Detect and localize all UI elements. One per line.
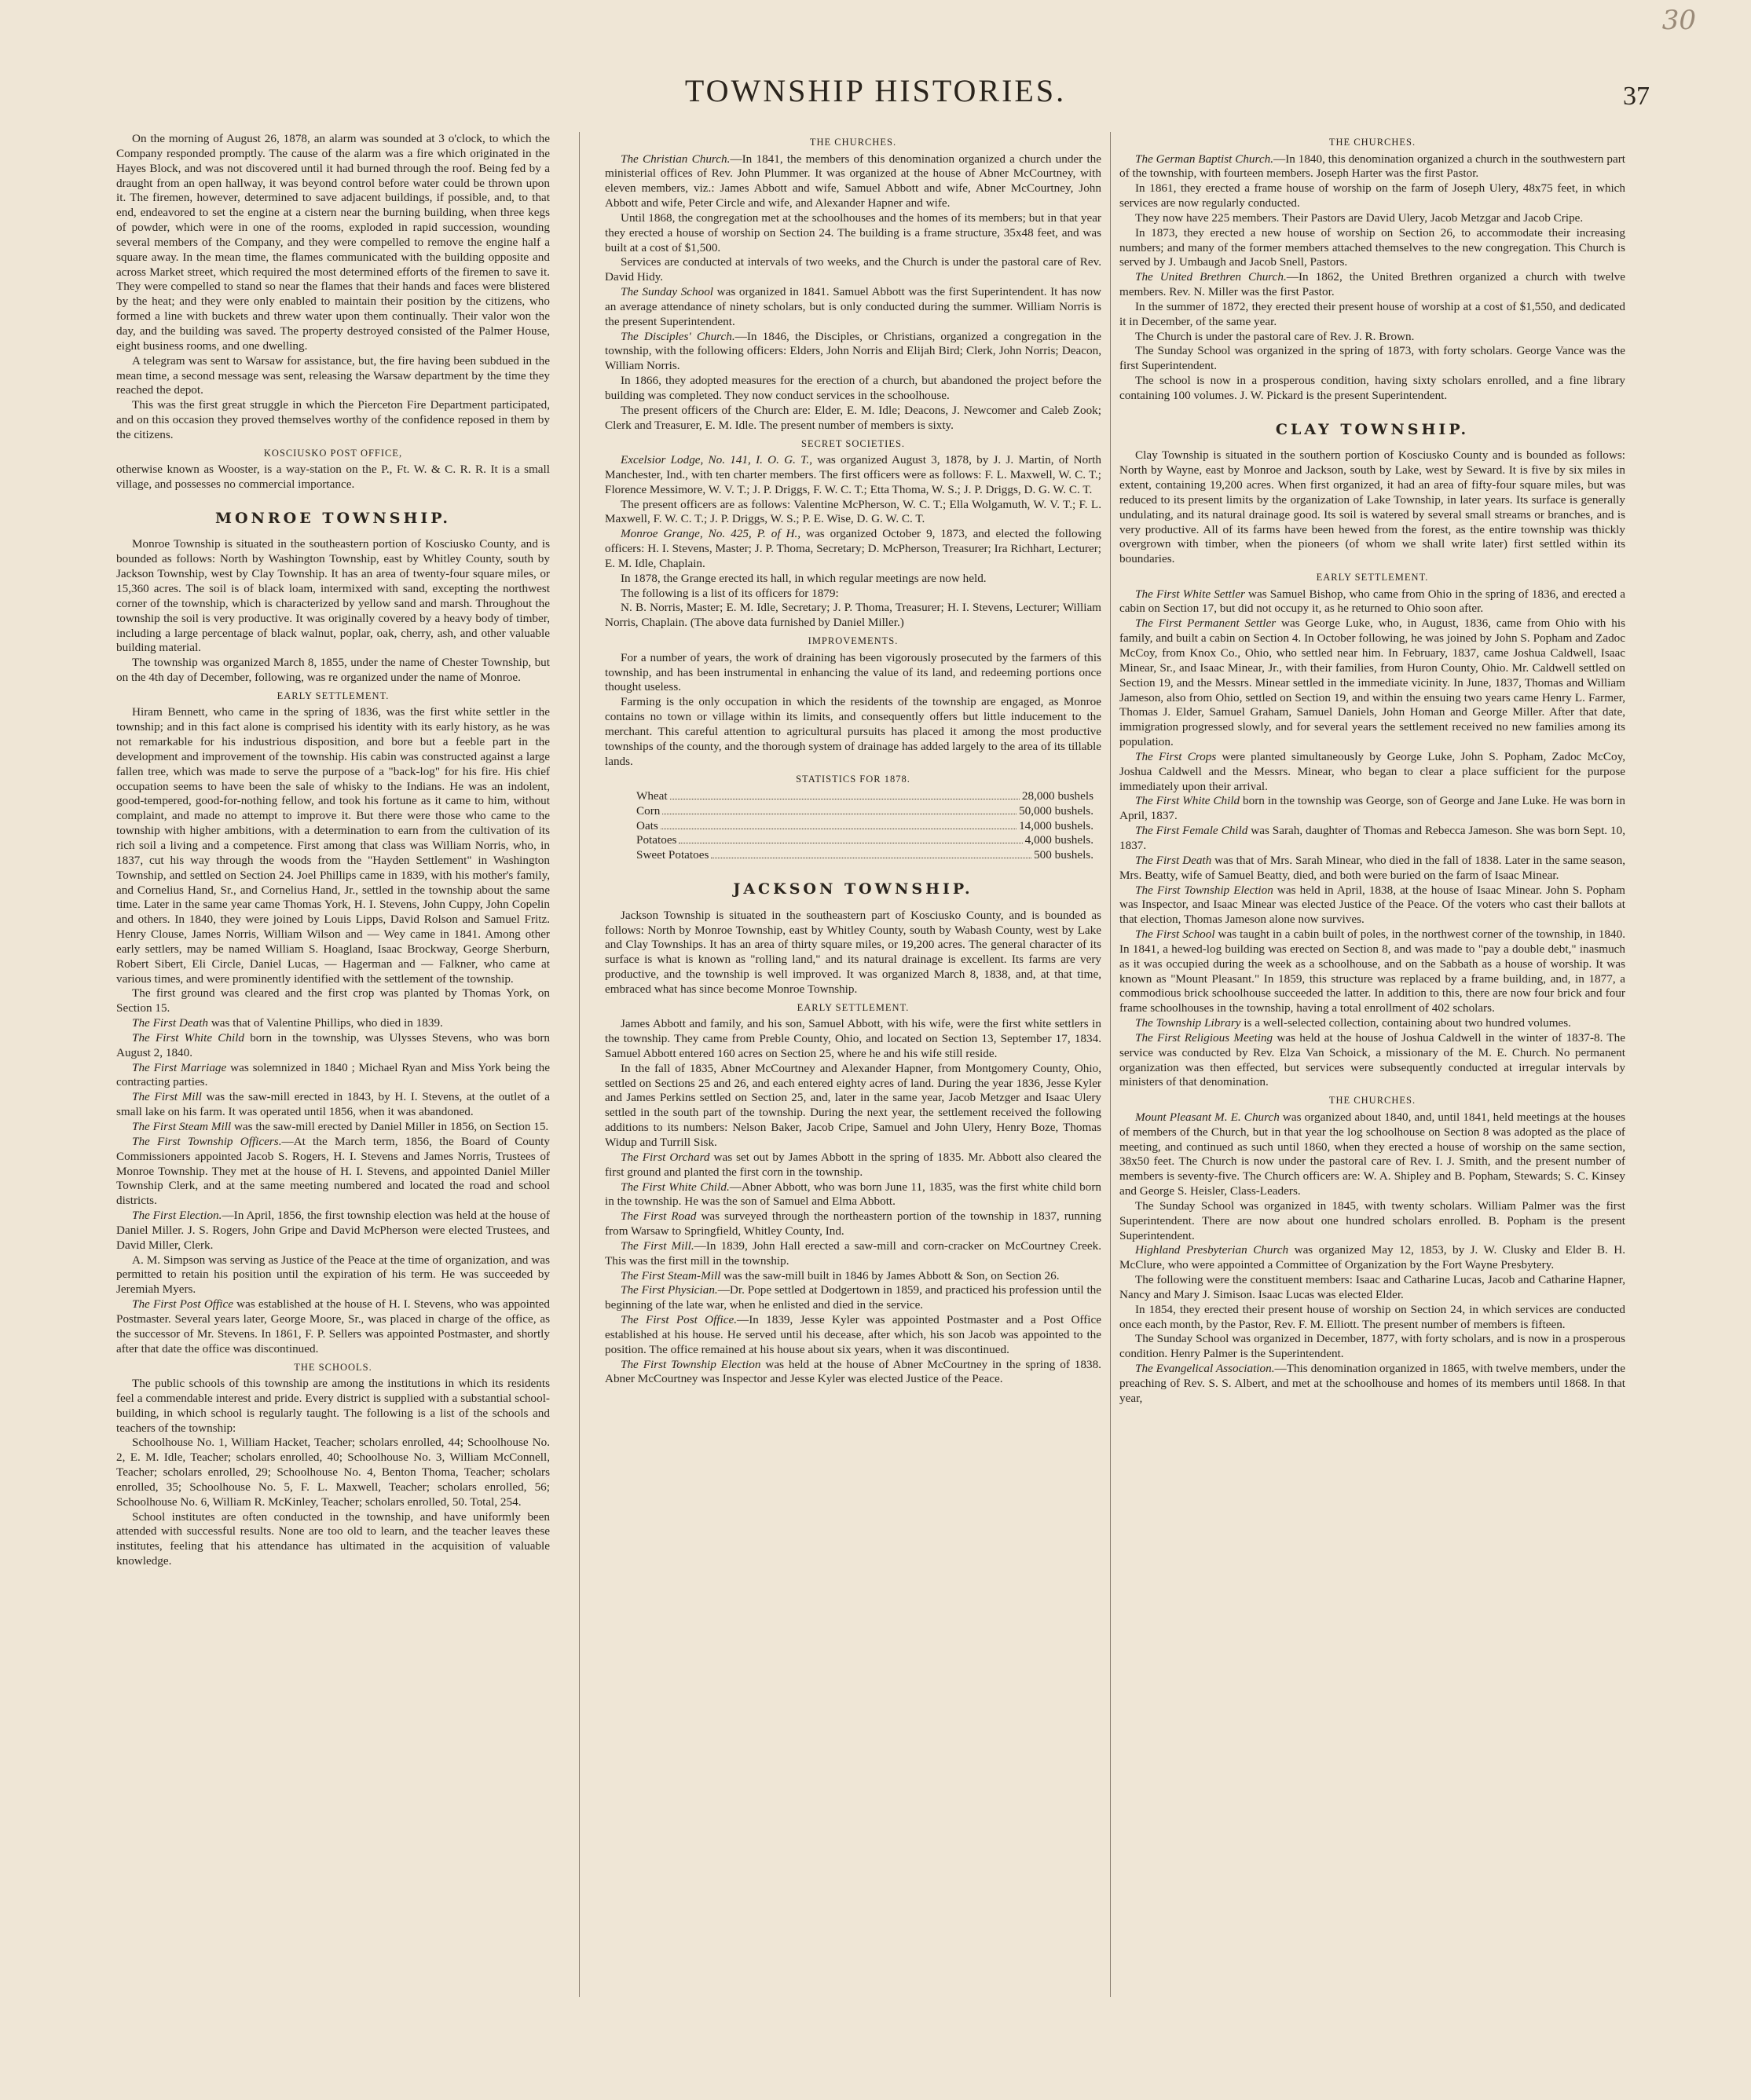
paragraph-body: —In 1846, the Disciples, or Christians, organized a congregation in the township, with the following officers: Elders, John Norris and Elijah Bird; Clerk, John Norris; Deacon, William Norris.	[605, 329, 1101, 373]
statistics-item: Wheat	[636, 788, 668, 803]
paragraph-lead: The First Election.	[132, 1209, 222, 1223]
statistics-item: Corn	[636, 803, 661, 818]
paragraph-lead: The Township Library	[1135, 1016, 1241, 1030]
paragraph-lead: The Disciples' Church.	[621, 329, 735, 343]
paragraph-body: was George Luke, who, in August, 1836, came from Ohio with his family, and built a cabin on Section 4. In October following, he was joined by John S. Popham and Zadoc McCoy, from Knox Co., Ohio, who settled near him. In February, 1837, came Joshua Caldwell, Isaac Minear, Sr., and Isaac Minear, Jr., with their families, from Huron County, Ohio. Mr. Caldwell settled on Section 19, and the Messrs. Minear settled in the immediate vicinity. In June, 1837, Thomas and William Jameson, also from Ohio, settled on Section 19, and within the ensuing two years came Henry L. Farmer, Thomas J. Elder, Samuel Graham, Samuel Daniels, John Homan and George Miller. After that date, immigration progressed slowly, and for several years the settlement received no new families among its population.	[1119, 616, 1625, 749]
paragraph-lead: The First School	[1135, 927, 1215, 942]
paragraph: James Abbott and family, and his son, Samuel Abbott, with his wife, were the first white settlers in the township. They came from Preble County, Ohio, and located on Section 13, September 17, 1834. Samuel Abbott entered 160 acres on Section 25, where he and his wife still reside.	[605, 1017, 1101, 1060]
paragraph	[605, 152, 1101, 211]
paragraph-body: were planted simultaneously by George Luke, John S. Popham, Zadoc McCoy, Joshua Caldwell and the Messrs. Minear, who began to clear a place sufficient for the purpose immediately upon their arrival.	[1119, 749, 1625, 793]
paragraph	[116, 1120, 550, 1135]
statistics-row	[605, 789, 1101, 804]
paragraph	[1119, 1110, 1625, 1199]
paragraph: otherwise known as Wooster, is a way-station on the P., Ft. W. & C. R. R. It is a small village, and possesses no commercial importance.	[116, 463, 550, 492]
paragraph: The Sunday School was organized in the spring of 1873, with forty scholars. George Vance was the first Superintendent.	[1119, 344, 1625, 373]
section-heading: THE CHURCHES.	[1328, 1095, 1416, 1107]
paragraph-body: was Sarah, daughter of Thomas and Rebecca Jameson. She was born Sept. 10, 1837.	[1119, 824, 1625, 852]
section-heading: EARLY SETTLEMENT.	[1316, 572, 1429, 584]
paragraph	[605, 1269, 1101, 1284]
paragraph-lead: Excelsior Lodge, No. 141, I. O. G. T.,	[621, 453, 813, 467]
paragraph-body: —Dr. Pope settled at Dodgertown in 1859, and practiced his profession until the beginning of the late war, when he enlisted and died in the service.	[605, 1283, 1101, 1312]
paragraph: The township was organized March 8, 1855, under the name of Chester Township, but on the 4th day of December, following, was re organized under the name of Monroe.	[116, 656, 550, 685]
paragraph-lead: The First Permanent Settler	[1135, 616, 1277, 631]
paragraph-body: was that of Valentine Phillips, who died in 1839.	[208, 1016, 443, 1030]
paragraph-body: was organized about 1840, and, until 1841, held meetings at the houses of members of the Church, but in that year the log schoolhouse on Section 8 was adopted as the place of meeting, and continued as such until 1860, when they erected a house of worship on the same section, 38x50 feet. The Church is now under the pastoral care of Rev. I. J. Smith, and the present number of members is seventy-five. The Church officers are: W. A. Shipley and B. Popham, Stewards; S. C. Kinsey and George S. Heisler, Class-Leaders.	[1119, 1110, 1625, 1198]
paragraph-lead: The First Township Officers.	[132, 1134, 282, 1148]
paragraph: In 1878, the Grange erected its hall, in which regular meetings are now held.	[621, 571, 987, 585]
paragraph-lead: The First Crops	[1135, 749, 1217, 763]
section-heading: THE SCHOOLS.	[294, 1361, 372, 1373]
paragraph	[116, 1090, 550, 1120]
section-heading: THE CHURCHES.	[809, 137, 897, 148]
paragraph-lead: Mount Pleasant M. E. Church	[1135, 1110, 1280, 1124]
paragraph-body: was taught in a cabin built of poles, in the northwest corner of the township, in 1840. In 1841, a hewed-log building was erected on Section 8, and was made to "pay a double debt," inasmuch as it was occupied during the week as a schoolhouse, and on the Sabbath as a house of worship. It was known as "Mount Pleasant." In 1859, this structure was replaced by a frame building, and, in 1877, a commodious brick schoolhouse succeeded the latter. In addition to this, there are now four brick and four frame schoolhouses in the township, having a total enrollment of 402 scholars.	[1119, 927, 1625, 1015]
statistics-table	[605, 789, 1101, 863]
paragraph-lead: The First Road	[621, 1209, 697, 1224]
paragraph: In 1866, they adopted measures for the erection of a church, but abandoned the project before the building was completed. They now conduct services in the schoolhouse.	[605, 374, 1101, 402]
paragraph	[1119, 270, 1625, 300]
paragraph-body: was organized in 1841. Samuel Abbott was the first Superintendent. It has now an average attendance of ninety scholars, but is only conducted during the summer. William Norris is the present Superintendent.	[605, 285, 1101, 328]
paragraph-body: was organized August 3, 1878, by J. J. Martin, of North Manchester, Ind., with ten charter members. The first officers were as follows: F. L. Maxwell, W. C. T.; Florence Messimore, W. V. T.; J. P. Driggs, F. W. C. T.; Etta Thoma, W. S.; J. P. Driggs, D. G. W. C. T.	[605, 453, 1101, 496]
paragraph-lead: The First White Settler	[1135, 587, 1245, 601]
statistics-value: 4,000 bushels.	[1024, 833, 1093, 847]
handwritten-page-mark: 30	[1661, 5, 1696, 36]
paragraph	[605, 1239, 1101, 1269]
paragraph: On the morning of August 26, 1878, an alarm was sounded at 3 o'clock, to which the Company responded promptly. The cause of the alarm was a fire which originated in the Hayes Block, and was not discovered until it had burned through the roof. Being fed by a draught from an open hallway, it was beyond control before water could be thrown upon it. The firemen, however, determined to save adjacent buildings, if possible, and, to that end, endeavored to set the engine at a cistern near the burning building, when three kegs of powder, which were in one of the rooms, exploded in rapid succession, wounding several members of the Company, and they were compelled to remove the engine half a square away. In the mean time, the flames communicated with the building opposite and across Market street, which required the most determined efforts of the firemen to save it. They were compelled to stand so near the flames that their hands and faces were blistered by the heat; and they were only enabled to maintain their position by the citizens, who formed a line with buckets and threw water upon them continually. Their valor won the day, and the building was saved. The property destroyed consisted of the Palmer House, eight business rooms, and one dwelling.	[116, 132, 550, 353]
column-middle	[605, 132, 1101, 2064]
paragraph-body: was held at the house of Joshua Caldwell in the winter of 1837-8. The service was conducted by Rev. Elza Van Schoick, a missionary of the M. E. Church. No permanent organization was then effected, but services were subsequently conducted at irregular intervals by ministers of that denomination.	[1119, 1030, 1625, 1089]
township-heading: JACKSON TOWNSHIP.	[733, 880, 973, 898]
paragraph: The Sunday School was organized in 1845, with twenty scholars. William Palmer was the first Superintendent. There are now about one hundred scholars enrolled. B. Popham is the present Superintendent.	[1119, 1198, 1625, 1242]
paragraph	[1119, 854, 1625, 884]
statistics-value: 28,000 bushels	[1021, 788, 1093, 803]
paragraph	[605, 1358, 1101, 1388]
paragraph	[1119, 824, 1625, 854]
statistics-row	[605, 833, 1101, 848]
paragraph-body: was organized May 12, 1853, by J. W. Clusky and Elder B. H. McClure, who were appointed a Committee of Organization by the Fort Wayne Presbytery.	[1119, 1243, 1625, 1272]
paragraph-body: was set out by James Abbott in the spring of 1835. Mr. Abbott also cleared the first ground and planted the first corn in the township.	[605, 1150, 1101, 1179]
paragraph-body: —In 1839, Jesse Kyler was appointed Postmaster and a Post Office established at his house. He served until his decease, after which, his son Jacob was appointed to the position. The office remained at his house about six years, when it was discontinued.	[605, 1313, 1101, 1356]
paragraph-lead: The First Township Election	[621, 1357, 761, 1371]
paragraph-lead: The First Physician.	[621, 1283, 718, 1297]
paragraph-body: —In 1839, John Hall erected a saw-mill and corn-cracker on McCourtney Creek. This was the first mill in the township.	[605, 1238, 1101, 1268]
paragraph-body: was the saw-mill erected in 1843, by H. I. Stevens, at the outlet of a small lake on his farm. It was operated until 1856, when it was abandoned.	[116, 1090, 550, 1119]
paragraph: For a number of years, the work of draining has been vigorously prosecuted by the farmers of this township, and has been instrumental in enhancing the value of its land, and redeeming portions once thought useless.	[605, 650, 1101, 694]
statistics-item: Sweet Potatoes	[636, 848, 709, 862]
paragraph	[605, 453, 1101, 498]
column-left	[116, 132, 550, 2064]
paragraph-lead: The First Death	[1135, 853, 1212, 867]
paragraph-lead: The First Female Child	[1135, 824, 1248, 838]
column-divider	[1110, 132, 1111, 1997]
paragraph: The school is now in a prosperous condition, having sixty scholars enrolled, and a fine library containing 100 volumes. J. W. Pickard is the present Superintendent.	[1119, 374, 1625, 402]
section-heading: STATISTICS FOR 1878.	[796, 774, 910, 785]
paragraph	[605, 1209, 1101, 1239]
paragraph	[1119, 1362, 1625, 1407]
paragraph-lead: The Sunday School	[621, 285, 714, 299]
section-heading: KOSCIUSKO POST OFFICE,	[263, 447, 403, 459]
paragraph	[1119, 750, 1625, 795]
paragraph	[1119, 1243, 1625, 1273]
paragraph	[605, 527, 1101, 572]
section-heading: IMPROVEMENTS.	[808, 635, 899, 647]
paragraph-body: was established at the house of H. I. Stevens, who was appointed Postmaster. Several years later, George Moore, Sr., was placed in charge of the office, as the successor of Mr. Stevens. In 1861, F. P. Sellers was appointed Postmaster, and shortly after that date the office was discontinued.	[116, 1297, 550, 1355]
paragraph	[1119, 616, 1625, 750]
paragraph-body: was organized October 9, 1873, and elected the following officers: H. I. Stevens, Master; J. P. Thoma, Secretary; D. McPherson, Treasurer; Ira Richhart, Lecturer; E. M. Idle, Chaplain.	[605, 527, 1101, 570]
paragraph	[605, 1313, 1101, 1358]
section-heading: SECRET SOCIETIES.	[800, 437, 906, 449]
paragraph-lead: The First White Child.	[621, 1180, 730, 1194]
paragraph-lead: The First Township Election	[1135, 883, 1273, 897]
paragraph-lead: The First Marriage	[132, 1060, 227, 1074]
paragraph-lead: The First Orchard	[621, 1150, 710, 1164]
paragraph: The Church is under the pastoral care of Rev. J. R. Brown.	[1135, 329, 1415, 343]
paragraph: A. M. Simpson was serving as Justice of the Peace at the time of organization, and was permitted to retain his position until the expiration of his term. He was succeeded by Jeremiah Myers.	[116, 1253, 550, 1297]
paragraph-body: born in the township was George, son of George and Jane Luke. He was born in April, 1837.	[1119, 794, 1625, 823]
paragraph-lead: The German Baptist Church.	[1135, 152, 1274, 166]
statistics-value: 14,000 bushels.	[1019, 818, 1093, 832]
section-heading: THE CHURCHES.	[1328, 137, 1416, 148]
paragraph: A telegram was sent to Warsaw for assistance, but, the fire having been subdued in the mean time, a second message was sent, releasing the Warsaw department by the time they reached the depot.	[116, 353, 550, 397]
paragraph-body: was held in April, 1838, at the house of Isaac Minear. John S. Popham was Inspector, and Isaac Minear was elected Justice of the Peace. Of the voters who cast their ballots at that election, Thomas Jameson alone now survives.	[1119, 883, 1625, 927]
paragraph	[116, 1135, 550, 1209]
paragraph-body: was solemnized in 1840 ; Michael Ryan and Miss York being the contracting parties.	[116, 1060, 550, 1089]
paragraph: The Sunday School was organized in December, 1877, with forty scholars, and is now in a prosperous condition. Henry Palmer is the Superintendent.	[1119, 1332, 1625, 1361]
statistics-row	[605, 819, 1101, 834]
paragraph: In 1854, they erected their present house of worship on Section 24, in which services are conducted once each month, by the Pastor, Rev. F. M. Elliott. The present number of members is fifteen.	[1119, 1302, 1625, 1331]
section-heading: EARLY SETTLEMENT.	[277, 690, 390, 701]
paragraph-lead: Monroe Grange, No. 425, P. of H.,	[621, 527, 801, 541]
paragraph: They now have 225 members. Their Pastors are David Ulery, Jacob Metzgar and Jacob Cripe.	[1135, 210, 1584, 225]
paragraph-lead: The First Steam Mill	[132, 1120, 232, 1134]
paragraph: Monroe Township is situated in the southeastern portion of Kosciusko County, and is bounded as follows: North by Washington Township, east by Whitley County, south by Jackson Township, west by Clay Township. It has an area of twenty-four square miles, or 15,360 acres. The soil is of black loam, intermixed with sand, excepting the northwest corner of the township, which is characterized by yellow sand and marsh. Throughout the township the soil is very productive. It was originally covered by a heavy body of timber, including a large percentage of black walnut, poplar, oak, cherry, ash, and other valuable building material.	[116, 537, 550, 655]
paragraph	[116, 1061, 550, 1091]
paragraph: N. B. Norris, Master; E. M. Idle, Secretary; J. P. Thoma, Treasurer; H. I. Stevens, Lecturer; William Norris, Chaplain. (The above data furnished by Daniel Miller.)	[605, 601, 1101, 630]
paragraph: In 1873, they erected a new house of worship on Section 26, to accommodate their increasing numbers; and many of the former members attached themselves to the new congregation. This Church is served by J. Umbaugh and Jacob Snell, Pastors.	[1119, 225, 1625, 269]
paragraph-body: was the saw-mill built in 1846 by James Abbott & Son, on Section 26.	[720, 1268, 1060, 1282]
paragraph-body: —This denomination organized in 1865, with twelve members, under the preaching of Rev. S. S. Albert, and met at the schoolhouse and homes of its members until 1868. In that year,	[1119, 1362, 1625, 1405]
paragraph-lead: The First Steam-Mill	[621, 1268, 721, 1282]
paragraph: In 1861, they erected a frame house of worship on the farm of Joseph Ulery, 48x75 feet, in which services are now regularly conducted.	[1119, 181, 1625, 210]
township-heading: MONROE TOWNSHIP.	[214, 509, 452, 527]
statistics-row	[605, 804, 1101, 819]
paragraph-body: was held at the house of Abner McCourtney in the spring of 1838. Abner McCourtney was Inspector and Jesse Kyler was elected Justice of the Peace.	[605, 1357, 1101, 1386]
township-heading: CLAY TOWNSHIP.	[1275, 420, 1470, 438]
paragraph	[1119, 794, 1625, 824]
paragraph: Hiram Bennett, who came in the spring of 1836, was the first white settler in the township; and in this fact alone is comprised his identity with its early history, as he was not remarkable for his industrious disposition, and bore but a feeble part in the development and improvement of the township. His cabin was constructed against a large fallen tree, which was made to serve the purpose of a "back-log" for his fire. His chief occupation seems to have been the sale of whisky to the Indians. He was an indolent, good-tempered, good-for-nothing fellow, and took his fortune as it came to him, without complaint, and made no attempt to improve it. But there were those who came to the township with higher ambitions, with a determination to earn from the cultivation of its rich soil a living and a competence. First among that class was William Norris, who, in 1837, cut his way through the woods from the "Hayden Settlement" in Washington Township, and settled on Section 24. Joel Phillips came in 1839, with his mother's family, and Cornelius Hand, Sr., and Cornelius Hand, Jr., settled in the township about the same time. Later in the same year came Thomas York, H. I. Stevens, John Cuppy, John Copelin and others. In 1840, they were joined by Louis Lipps, David Rolson and Samuel Fritz. Henry Clouse, James Norris, William Wilson and — Wey came in 1841. Among other early settlers, may be named William S. Hoagland, Isaac Brockway, George Sherburn, Robert Sibert, Eli Circle, Daniel Lucas, — Hagerman and — Falkner, who came at various times, and were prominently identified with the settlement of the township.	[116, 705, 550, 986]
paragraph: This was the first great struggle in which the Pierceton Fire Department participated, and on this occasion they proved themselves worthy of the confidence reposed in them by the citizens.	[116, 398, 550, 441]
paragraph: Until 1868, the congregation met at the schoolhouses and the homes of its members; but in that year they erected a house of worship on Section 24. The building is a frame structure, 35x48 feet, and was built at a cost of $1,500.	[605, 210, 1101, 254]
paragraph	[1119, 152, 1625, 182]
paragraph-lead: The United Brethren Church.	[1135, 270, 1287, 284]
paragraph-lead: The First Post Office	[132, 1297, 233, 1312]
paragraph	[1119, 1016, 1625, 1031]
paragraph-lead: The First White Child	[1135, 794, 1240, 808]
statistics-value: 50,000 bushels.	[1019, 803, 1093, 818]
paragraph	[605, 1283, 1101, 1313]
paragraph	[116, 1297, 550, 1356]
paragraph-lead: The First Death	[132, 1016, 209, 1030]
paragraph	[1119, 884, 1625, 928]
paragraph-lead: The First White Child	[132, 1030, 245, 1045]
column-right	[1119, 132, 1625, 2064]
paragraph-body: was the saw-mill erected by Daniel Miller in 1856, on Section 15.	[231, 1120, 549, 1134]
paragraph: In the summer of 1872, they erected their present house of worship at a cost of $1,550, and dedicated it in December, of the same year.	[1119, 299, 1625, 328]
paragraph-lead: The First Mill.	[621, 1238, 694, 1253]
paragraph-body: —In April, 1856, the first township election was held at the house of Daniel Miller. J. S. Rogers, John Gripe and David McPherson were elected Trustees, and David Miller, Clerk.	[116, 1209, 550, 1252]
statistics-row	[605, 848, 1101, 863]
statistics-item: Oats	[636, 818, 658, 832]
statistics-item: Potatoes	[636, 833, 677, 847]
paragraph: Clay Township is situated in the southern portion of Kosciusko County and is bounded as follows: North by Wayne, east by Monroe and Jackson, south by Lake, west by Seward. It is five by six miles in extent, containing 19,200 acres. When first organized, it had an area of fifty-four square miles, but was reduced to its present limits by the organization of Lake Township, in later years. Its surface is generally undulating, and its natural drainage good. Its soil is watered by several small streams or branches, and is very productive. All of its farms have been hewed from the forest, as the entire township was thickly overgrown with timber, when the pioneers (of whom we shall write later) first settled within its boundaries.	[1119, 448, 1625, 566]
paragraph	[116, 1209, 550, 1253]
paragraph-body: —In 1841, the members of this denomination organized a church under the ministerial offices of Rev. John Plummer. It was organized at the house of Abner McCourtney, with eleven members, viz.: James Abbott and wife, Samuel Abbott and wife, Abner McCourtney, John Abbott and wife, Peter Circle and wife, and Alexander Hapner and wife.	[605, 152, 1101, 210]
paragraph-body: was Samuel Bishop, who came from Ohio in the spring of 1836, and erected a cabin on Section 17, but did not occupy it, as he returned to Ohio soon after.	[1119, 587, 1625, 616]
paragraph-lead: Highland Presbyterian Church	[1135, 1243, 1289, 1257]
paragraph: The following is a list of its officers for 1879:	[621, 586, 839, 600]
paragraph-body: —In 1862, the United Brethren organized a church with twelve members. Rev. N. Miller was the first Pastor.	[1119, 270, 1625, 299]
paragraph	[1119, 927, 1625, 1016]
paragraph: The following were the constituent members: Isaac and Catharine Lucas, Jacob and Catharine Hapner, Nancy and Mary J. Simison. Isaac Lucas was elected Elder.	[1119, 1273, 1625, 1301]
paragraph	[1119, 1031, 1625, 1090]
paragraph-lead: The Christian Church.	[621, 152, 731, 166]
paragraph	[1119, 587, 1625, 617]
paragraph: In the fall of 1835, Abner McCourtney and Alexander Hapner, from Montgomery County, Ohio, settled on Sections 25 and 26, and each entered eighty acres of land. During the year 1836, Jesse Kyler and James Perkins settled on Section 25, and, later in the same year, Jacob Metzger and Isaac Ulery settled in the south part of the township. During the next year, the settlement received the following additions to its numbers: Nelson Baker, Jacob Cripe, Samuel and John Ulery, Henry Boze, Thomas Widup and Turrill Sisk.	[605, 1061, 1101, 1149]
paragraph: The present officers are as follows: Valentine McPherson, W. C. T.; Ella Wolgamuth, W. V. T.; F. L. Maxwell, F. W. C. T.; J. P. Driggs, W. S.; P. E. Wise, D. G. W. C. T.	[605, 497, 1101, 526]
page-number: 37	[1623, 82, 1650, 111]
statistics-value: 500 bushels.	[1034, 848, 1093, 862]
paragraph-body: was that of Mrs. Sarah Minear, who died in the fall of 1838. Later in the same season, Mrs. Beatty, wife of Samuel Beatty, died, and both were buried on the farm of Isaac Minear.	[1119, 853, 1625, 882]
paragraph	[116, 1031, 550, 1061]
paragraph-lead: The First Religious Meeting	[1135, 1030, 1273, 1045]
paragraph-lead: The First Post Office.	[621, 1313, 738, 1327]
paragraph-body: born in the township, was Ulysses Stevens, who was born August 2, 1840.	[116, 1030, 550, 1059]
page-title: TOWNSHIP HISTORIES.	[684, 73, 1067, 108]
paragraph: Farming is the only occupation in which the residents of the township are engaged, as Monroe contains no town or village within its limits, and consequently offers but little inducement to the merchant. This careful attention to agricultural pursuits has placed it among the most productive townships of the county, and the thorough system of drainage has added largely to the area of its tillable lands.	[605, 695, 1101, 768]
paragraph: The public schools of this township are among the institutions in which its residents feel a commendable interest and pride. Every district is supplied with a substantial school-building, in which school is regularly taught. The following is a list of the schools and teachers of the township:	[116, 1377, 550, 1435]
paragraph-body: —Abner Abbott, who was born June 11, 1835, was the first white child born in the township. He was the son of Samuel and Elma Abbott.	[605, 1180, 1101, 1209]
paragraph	[605, 1180, 1101, 1210]
section-heading: EARLY SETTLEMENT.	[797, 1001, 910, 1013]
paragraph	[605, 330, 1101, 375]
paragraph: The first ground was cleared and the first crop was planted by Thomas York, on Section 15.	[116, 986, 550, 1015]
paragraph	[605, 285, 1101, 330]
paragraph: Services are conducted at intervals of two weeks, and the Church is under the pastoral care of Rev. David Hidy.	[605, 255, 1101, 284]
paragraph-body: —In 1840, this denomination organized a church in the southwestern part of the township, with fourteen members. Joseph Harter was the first Pastor.	[1119, 152, 1625, 181]
paragraph: The present officers of the Church are: Elder, E. M. Idle; Deacons, J. Newcomer and Caleb Zook; Clerk and Treasurer, E. M. Idle. The present number of members is sixty.	[605, 403, 1101, 432]
paragraph: School institutes are often conducted in the township, and have uniformly been attended with successful results. None are too old to learn, and the teacher leaves these institutes, feeling that his attendance has ultimated in the acquisition of valuable knowledge.	[116, 1509, 550, 1568]
paragraph: Jackson Township is situated in the southeastern part of Kosciusko County, and is bounded as follows: North by Monroe Township, east by Whitley County, south by Wabash County, west by Lake and Clay Townships. It has an area of thirty square miles, or 19,200 acres. The general character of its surface is what is known as "rolling land," and its natural drainage is excellent. Its farms are very productive, and the township is well improved. It was organized March 8, 1838, and, at that time, embraced what has since become Monroe Township.	[605, 908, 1101, 996]
paragraph-body: —At the March term, 1856, the Board of County Commissioners appointed Jacob S. Rogers, H. I. Stevens and James Norris, Trustees of Monroe Township. They met at the house of H. I. Stevens, and appointed Daniel Miller Township Clerk, and at the same meeting numbered and located the road and school districts.	[116, 1134, 550, 1208]
paragraph: Schoolhouse No. 1, William Hacket, Teacher; scholars enrolled, 44; Schoolhouse No. 2, E. M. Idle, Teacher; scholars enrolled, 40; Schoolhouse No. 3, William McConnell, Teacher; scholars enrolled, 29; Schoolhouse No. 4, Benton Thoma, Teacher; scholars enrolled, 35; Schoolhouse No. 5, F. L. Maxwell, Teacher; scholars enrolled, 56; Schoolhouse No. 6, William R. McKinley, Teacher; scholars enrolled, 50. Total, 254.	[116, 1436, 550, 1509]
column-divider	[579, 132, 580, 1997]
paragraph-lead: The Evangelical Association.	[1135, 1362, 1275, 1376]
paragraph	[605, 1151, 1101, 1180]
paragraph	[116, 1016, 550, 1031]
paragraph-body: was surveyed through the northeastern portion of the township in 1837, running from Warsaw to Springfield, Whitley County, Ind.	[605, 1209, 1101, 1238]
paragraph-body: is a well-selected collection, containing about two hundred volumes.	[1240, 1016, 1571, 1030]
paragraph-lead: The First Mill	[132, 1090, 202, 1104]
